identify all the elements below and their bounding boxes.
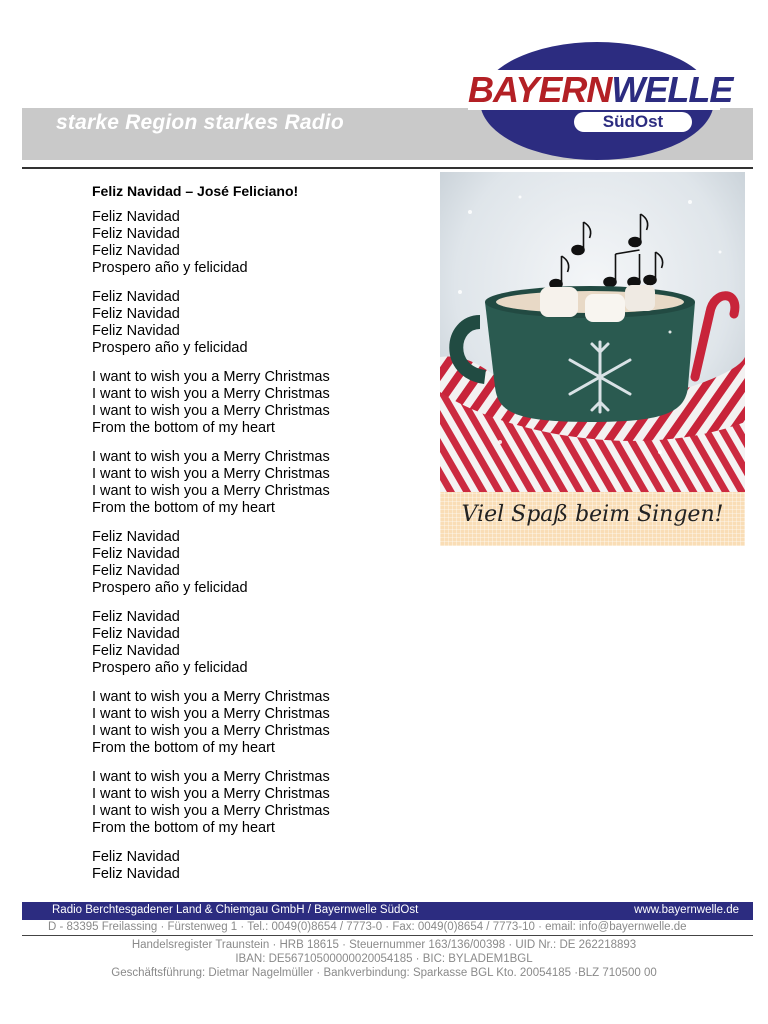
christmas-mug-illustration: [440, 172, 745, 492]
logo-title-part1: BAYERN: [468, 69, 612, 110]
bayernwelle-logo: [466, 40, 733, 162]
lyric-line: Feliz Navidad: [92, 849, 180, 865]
lyric-line: From the bottom of my heart: [92, 500, 275, 516]
lyric-line: Feliz Navidad: [92, 626, 180, 642]
lyric-line: Prospero año y felicidad: [92, 580, 248, 596]
footer-divider: [22, 935, 753, 936]
footer-iban: IBAN: DE56710500000020054185 · BIC: BYLADEM1BGL: [235, 953, 533, 965]
song-title: Feliz Navidad – José Feliciano!: [92, 183, 299, 199]
logo-title: [468, 68, 733, 112]
lyric-line: I want to wish you a Merry Christmas: [92, 689, 330, 705]
stanza: [92, 449, 330, 517]
lyric-line: Feliz Navidad: [92, 243, 180, 259]
lyrics: [92, 209, 330, 895]
footer-company: Radio Berchtesgadener Land & Chiemgau GmbH / Bayernwelle SüdOst: [52, 904, 419, 916]
logo-title-part2: WELLE: [611, 69, 733, 110]
stanza: [92, 369, 330, 437]
lyric-line: Feliz Navidad: [92, 226, 180, 242]
lyric-line: Feliz Navidad: [92, 306, 180, 322]
stanza: [92, 689, 330, 757]
lyric-line: Feliz Navidad: [92, 563, 180, 579]
footer-website-link[interactable]: www.bayernwelle.de: [634, 904, 739, 916]
lyric-line: I want to wish you a Merry Christmas: [92, 803, 330, 819]
lyric-line: From the bottom of my heart: [92, 820, 275, 836]
lyric-line: Feliz Navidad: [92, 529, 180, 545]
header-divider: [22, 167, 753, 169]
lyric-line: From the bottom of my heart: [92, 420, 275, 436]
sing-along-banner: [440, 492, 745, 546]
footer-bar: [22, 902, 753, 920]
lyric-line: Prospero año y felicidad: [92, 660, 248, 676]
banner-text: Viel Spaß beim Singen!: [461, 502, 724, 527]
lyric-line: I want to wish you a Merry Christmas: [92, 706, 330, 722]
lyric-line: I want to wish you a Merry Christmas: [92, 769, 330, 785]
lyric-line: Prospero año y felicidad: [92, 260, 248, 276]
lyric-line: I want to wish you a Merry Christmas: [92, 386, 330, 402]
stanza: [92, 289, 330, 357]
stanza: [92, 609, 330, 677]
lyric-line: Feliz Navidad: [92, 546, 180, 562]
stanza: [92, 209, 330, 277]
lyric-line: Feliz Navidad: [92, 323, 180, 339]
lyric-line: I want to wish you a Merry Christmas: [92, 369, 330, 385]
lyric-line: I want to wish you a Merry Christmas: [92, 723, 330, 739]
lyric-line: I want to wish you a Merry Christmas: [92, 403, 330, 419]
lyric-line: I want to wish you a Merry Christmas: [92, 449, 330, 465]
footer-register: Handelsregister Traunstein · HRB 18615 · Steuernummer 163/136/00398 · UID Nr.: DE 262218893: [131, 939, 637, 951]
stanza: [92, 849, 330, 883]
footer-address: D - 83395 Freilassing · Fürstenweg 1 · Tel.: 0049(0)8654 / 7773-0 · Fax: 0049(0)8654 / 7773-10 · email: info@bayernwelle.de: [48, 921, 687, 933]
christmas-mug-picture: [440, 172, 745, 492]
lyric-line: I want to wish you a Merry Christmas: [92, 483, 330, 499]
lyric-line: I want to wish you a Merry Christmas: [92, 786, 330, 802]
lyric-line: Feliz Navidad: [92, 866, 180, 882]
lyric-line: I want to wish you a Merry Christmas: [92, 466, 330, 482]
lyric-line: Feliz Navidad: [92, 609, 180, 625]
lyric-line: From the bottom of my heart: [92, 740, 275, 756]
lyric-line: Feliz Navidad: [92, 209, 180, 225]
stanza: [92, 769, 330, 837]
logo-subtitle: SüdOst: [602, 112, 664, 131]
lyric-line: Prospero año y felicidad: [92, 340, 248, 356]
tagline: starke Region starkes Radio: [56, 111, 344, 134]
lyric-line: Feliz Navidad: [92, 289, 180, 305]
footer-management: Geschäftsführung: Dietmar Nagelmüller · Bankverbindung: Sparkasse BGL Kto. 20054185 ·BLZ 710500 00: [111, 967, 657, 979]
lyric-line: Feliz Navidad: [92, 643, 180, 659]
stanza: [92, 529, 330, 597]
